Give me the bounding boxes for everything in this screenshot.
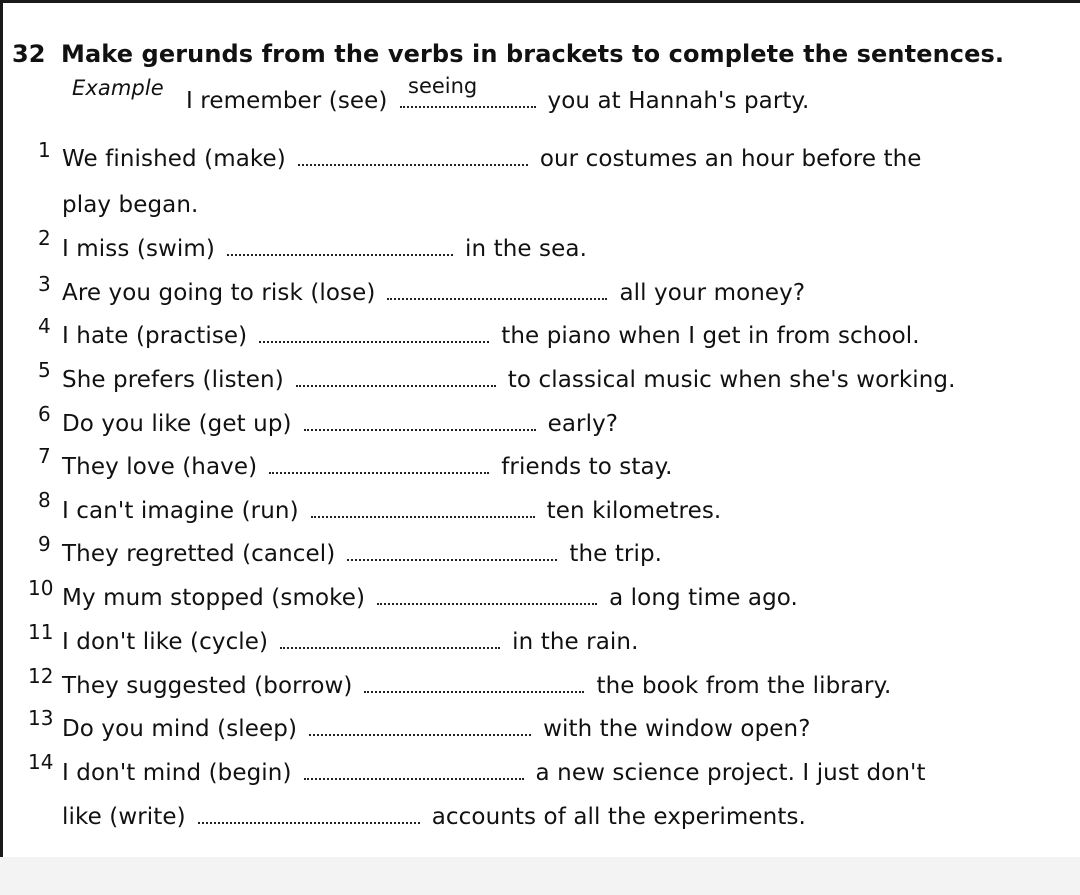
answer-blank[interactable] [280, 629, 500, 649]
item-after: friends to stay. [501, 454, 673, 480]
item-sentence-continued [62, 192, 198, 218]
item-before: They suggested (borrow) [62, 673, 353, 699]
answer-blank[interactable] [364, 673, 584, 693]
item-number: 8 [38, 488, 51, 512]
item-before: She prefers (listen) [62, 367, 284, 393]
item-before: Do you like (get up) [62, 411, 292, 437]
item-sentence [62, 673, 891, 699]
answer-blank[interactable] [296, 367, 496, 387]
item-before: They love (have) [62, 454, 258, 480]
answer-blank[interactable] [269, 454, 489, 474]
item-after: in the sea. [465, 236, 587, 262]
answer-blank[interactable] [198, 804, 420, 824]
example-after: you at Hannah's party. [547, 88, 810, 114]
item-before: We finished (make) [62, 146, 286, 172]
item-after: ten kilometres. [546, 498, 722, 524]
answer-blank[interactable] [304, 411, 536, 431]
answer-blank[interactable] [347, 541, 557, 561]
answer-blank[interactable] [387, 280, 607, 300]
item-sentence [62, 236, 587, 262]
item-sentence [62, 323, 920, 349]
item-number: 4 [38, 314, 51, 338]
item-sentence [62, 498, 721, 524]
item-sentence [62, 454, 673, 480]
item-after: the book from the library. [596, 673, 892, 699]
item-number: 5 [38, 358, 51, 382]
item-number: 10 [28, 576, 54, 600]
exercise-heading [12, 40, 1004, 68]
example-label: Example [72, 76, 164, 100]
item-after: a long time ago. [609, 585, 798, 611]
example-blank [400, 88, 536, 108]
item-after: our costumes an hour before the [539, 146, 922, 172]
item-before: I can't imagine (run) [62, 498, 299, 524]
item-before: They regretted (cancel) [62, 541, 336, 567]
item-sentence [62, 585, 798, 611]
answer-blank[interactable] [304, 760, 524, 780]
item-after: a new science project. I just don't [535, 760, 926, 786]
item-number: 2 [38, 226, 51, 250]
item-after: with the window open? [543, 716, 811, 742]
item-after: to classical music when she's working. [507, 367, 956, 393]
item-sentence-continued [62, 804, 806, 830]
item-number: 14 [28, 750, 54, 774]
answer-blank[interactable] [259, 323, 489, 343]
item-before: play began. [62, 192, 199, 218]
item-after: the piano when I get in from school. [501, 323, 920, 349]
example-before: I remember (see) [186, 88, 388, 114]
item-after: in the rain. [512, 629, 639, 655]
page-border-top [0, 0, 1080, 3]
item-number: 1 [38, 138, 51, 162]
item-before: I don't like (cycle) [62, 629, 269, 655]
item-number: 13 [28, 706, 54, 730]
answer-blank[interactable] [298, 146, 528, 166]
item-sentence [62, 411, 618, 437]
example-answer: seeing [408, 74, 478, 98]
item-before: Are you going to risk (lose) [62, 280, 376, 306]
answer-blank[interactable] [309, 716, 531, 736]
item-sentence [62, 146, 922, 172]
item-number: 9 [38, 532, 51, 556]
item-number: 12 [28, 664, 54, 688]
item-before: Do you mind (sleep) [62, 716, 298, 742]
item-number: 7 [38, 444, 51, 468]
item-sentence [62, 629, 639, 655]
item-before: I hate (practise) [62, 323, 248, 349]
item-sentence [62, 541, 662, 567]
item-number: 11 [28, 620, 54, 644]
exercise-number: 32 [12, 40, 46, 68]
item-number: 6 [38, 402, 51, 426]
item-sentence [62, 280, 805, 306]
item-before: like (write) [62, 804, 186, 830]
item-after: accounts of all the experiments. [431, 804, 806, 830]
item-after: early? [547, 411, 619, 437]
item-sentence [62, 760, 926, 786]
example-sentence [186, 88, 809, 114]
answer-blank[interactable] [227, 236, 453, 256]
item-after: all your money? [619, 280, 806, 306]
exercise-instruction: Make gerunds from the verbs in brackets to complete the sentences. [61, 40, 1005, 68]
item-number: 3 [38, 272, 51, 296]
answer-blank[interactable] [377, 585, 597, 605]
item-before: I miss (swim) [62, 236, 216, 262]
item-after: the trip. [569, 541, 663, 567]
page-border-left [0, 0, 3, 857]
item-before: I don't mind (begin) [62, 760, 292, 786]
answer-blank[interactable] [311, 498, 535, 518]
item-before: My mum stopped (smoke) [62, 585, 366, 611]
item-sentence [62, 716, 811, 742]
item-sentence [62, 367, 956, 393]
